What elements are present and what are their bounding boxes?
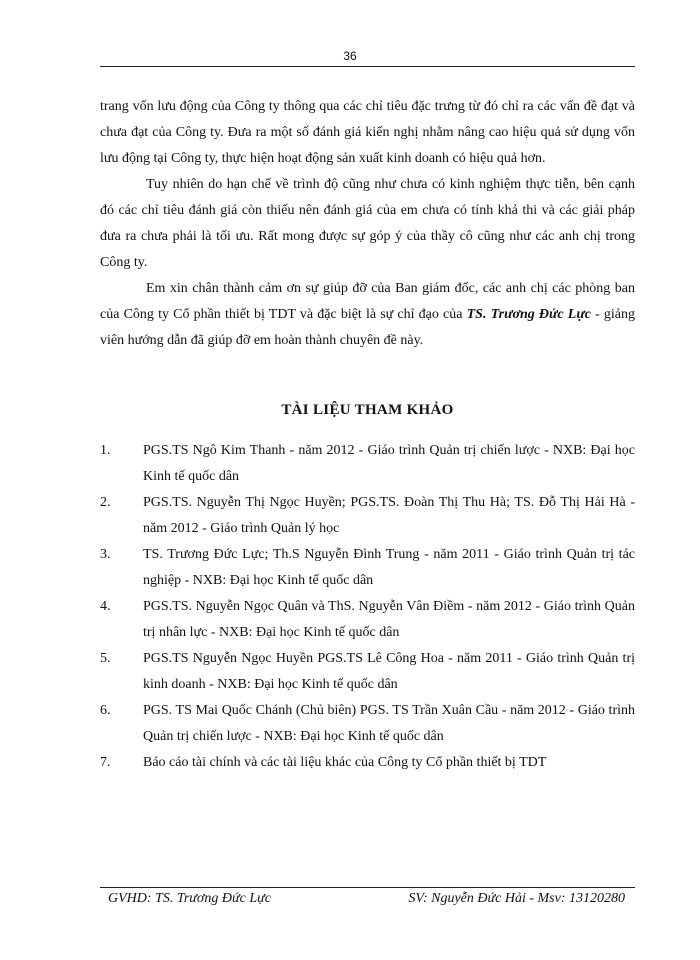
- reference-number: 6.: [100, 703, 111, 718]
- body-text: [100, 94, 635, 354]
- reference-text: PGS.TS Nguyễn Ngọc Huyền PGS.TS Lê Công Hoa - năm 2011 - Giáo trình Quản trị kinh doanh - NXB: Đại học Kinh tế quốc dân: [143, 651, 635, 692]
- reference-number: 2.: [100, 495, 111, 510]
- reference-text: TS. Trương Đức Lực; Th.S Nguyễn Đình Trung - năm 2011 - Giáo trình Quản trị tác nghiệp - NXB: Đại học Kinh tế quốc dân: [143, 547, 635, 588]
- reference-text: PGS.TS. Nguyễn Ngọc Quân và ThS. Nguyễn Vân Điềm - năm 2012 - Giáo trình Quản trị nhân lực - NXB: Đại học Kinh tế quốc dân: [143, 599, 635, 640]
- footer-rule: [100, 887, 635, 888]
- reference-text: Báo cáo tài chính và các tài liệu khác của Công ty Cổ phần thiết bị TDT: [143, 755, 547, 770]
- lecturer-name: TS. Trương Đức Lực: [466, 307, 591, 322]
- reference-text: PGS.TS. Nguyễn Thị Ngọc Huyền; PGS.TS. Đoàn Thị Thu Hà; TS. Đỗ Thị Hải Hà - năm 2012 - Giáo trình Quản lý học: [143, 495, 635, 536]
- reference-item: [100, 646, 635, 698]
- footer-student: SV: Nguyễn Đức Hải - Msv: 13120280: [408, 891, 625, 906]
- reference-number: 7.: [100, 755, 111, 770]
- reference-item: [100, 750, 635, 776]
- paragraph-1: trang vốn lưu động của Công ty thông qua các chỉ tiêu đặc trưng từ đó chỉ ra các vấn đề đạt và chưa đạt của Công ty. Đưa ra một số đánh giá kiến nghị nhằm nâng cao hiệu quả sử dụng vốn lưu động tại Công ty, thực hiện hoạt động sản xuất kinh doanh có hiệu quả hơn.: [100, 99, 635, 166]
- paragraph-3: [100, 276, 635, 354]
- reference-number: 3.: [100, 547, 111, 562]
- reference-text: PGS. TS Mai Quốc Chánh (Chủ biên) PGS. TS Trần Xuân Cầu - năm 2012 - Giáo trình Quản trị chiến lược - NXB: Đại học Kinh tế quốc dân: [143, 703, 635, 744]
- references-list: [100, 438, 635, 776]
- reference-item: [100, 698, 635, 750]
- references-heading: TÀI LIỆU THAM KHẢO: [281, 402, 454, 418]
- reference-number: 5.: [100, 651, 111, 666]
- reference-text: PGS.TS Ngô Kim Thanh - năm 2012 - Giáo trình Quản trị chiến lược - NXB: Đại học Kinh tế quốc dân: [143, 443, 635, 484]
- paragraph-2: Tuy nhiên do hạn chế về trình độ cũng như chưa có kinh nghiệm thực tiễn, bên cạnh đó các chỉ tiêu đánh giá còn thiếu nên đánh giá của em chưa có tính khả thi và các giải pháp đưa ra chưa phải là tối ưu. Rất mong được sự góp ý của thầy cô cũng như các anh chị trong Công ty.: [100, 177, 635, 270]
- page-number: 36: [343, 49, 357, 63]
- header-rule: [100, 66, 635, 67]
- reference-item: [100, 542, 635, 594]
- reference-number: 1.: [100, 443, 111, 458]
- paragraph-3-text: Em xin chân thành cảm ơn sự giúp đỡ của Ban giám đốc, các anh chị các phòng ban của Công ty Cổ phần thiết bị TDT và đặc biệt là sự chỉ đạo của: [100, 281, 635, 322]
- reference-item: [100, 594, 635, 646]
- reference-item: [100, 490, 635, 542]
- reference-number: 4.: [100, 599, 111, 614]
- footer-advisor: GVHD: TS. Trương Đức Lực: [108, 891, 271, 906]
- reference-item: [100, 438, 635, 490]
- paragraph-3-text-end: - giảng viên hướng dẫn đã giúp đỡ em hoàn thành chuyên đề này.: [100, 307, 636, 348]
